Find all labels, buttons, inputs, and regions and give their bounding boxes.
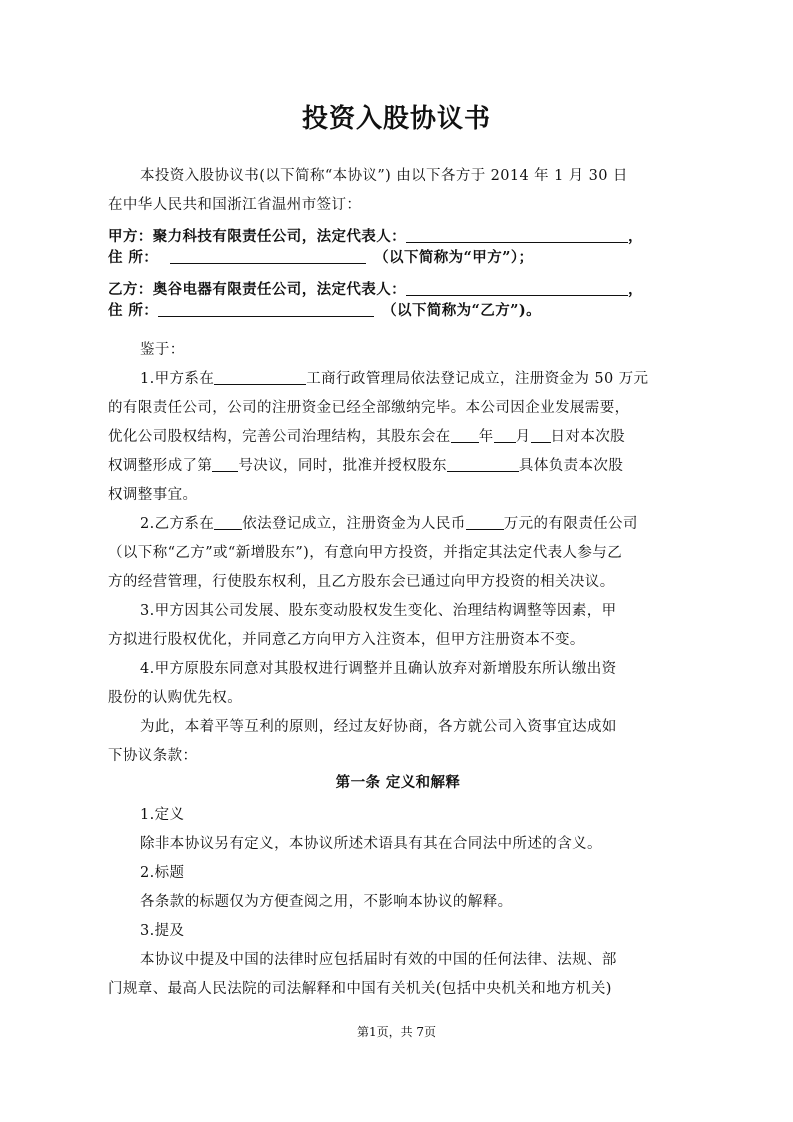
item2-text-c: 万元的有限责任公司 [503, 516, 638, 532]
article1-heading: 第一条 定义和解释 [335, 774, 461, 791]
item1-l3-month: 月 [515, 429, 531, 445]
party-a-line-2 [108, 248, 688, 268]
item1-l3-year: 年 [478, 429, 494, 445]
article1-s1-title: 1.定义 [140, 807, 185, 823]
resolution-no-blank [212, 456, 238, 472]
item1-l4-text-b: 号决议，同时，批准并授权股东 [238, 458, 447, 474]
year-blank [451, 427, 479, 443]
party-a-comma: ， [628, 228, 643, 245]
item1-l3-text-a: 优化公司股权结构，完善公司治理结构，其股东会在 [108, 429, 451, 445]
item4-line-2: 股份的认购优先权。 [108, 690, 243, 706]
item2-line-1 [140, 514, 688, 534]
item1-l3-text-d: 日对本次股 [550, 429, 626, 445]
party-b-name: 乙方：奥谷电器有限责任公司，法定代表人： [108, 281, 406, 298]
whereas-heading: 鉴于： [140, 342, 185, 358]
party-b-line-1 [108, 280, 688, 300]
party-a-name: 甲方：聚力科技有限责任公司，法定代表人： [108, 228, 406, 245]
article1-s2-title: 2.标题 [140, 865, 185, 881]
item1-line-4 [108, 456, 688, 476]
page-number-footer: 第1页，共 7页 [356, 1025, 437, 1039]
item4-line-1: 4.甲方原股东同意对其股权进行调整并且确认放弃对新增股东所认缴出资 [140, 661, 617, 677]
intro-line-2: 在中华人民共和国浙江省温州市签订： [108, 197, 362, 213]
address-a-label: 住 所： [108, 249, 159, 266]
party-a-line-1 [108, 227, 688, 247]
party-a-alias: （以下简称为“甲方”）； [374, 249, 534, 266]
item1-line-3 [108, 427, 688, 447]
capital-blank [466, 514, 504, 530]
registry-blank [214, 514, 242, 530]
party-b-comma: ， [628, 281, 643, 298]
item3-line-2: 方拟进行股权优化，并同意乙方向甲方入注资本，但甲方注册资本不变。 [108, 632, 585, 648]
intro-line-1: 本投资入股协议书(以下简称“本协议”) 由以下各方于 2014 年 1 月 30 日 [140, 168, 628, 184]
item1-line-2: 的有限责任公司，公司的注册资金已经全部缴纳完毕。本公司因企业发展需要， [108, 400, 630, 416]
address-b-label: 住 所： [108, 302, 159, 319]
bureau-blank [214, 369, 306, 385]
day-blank [531, 427, 551, 443]
party-b-alias: （以下简称为“乙方”)。 [382, 302, 541, 319]
party-b-line-2 [108, 301, 688, 321]
month-blank [494, 427, 516, 443]
item1-l4-text-a: 权调整形成了第 [108, 458, 213, 474]
item1-line-5: 权调整事宜。 [108, 487, 198, 503]
document-title: 投资入股协议书 [301, 104, 491, 134]
item2-line-3: 方的经营管理，行使股东权利，且乙方股东会已通过向甲方投资的相关决议。 [108, 574, 615, 590]
item2-line-2: （以下称“乙方”或“新增股东”)，有意向甲方投资，并指定其法定代表人参与乙 [108, 545, 623, 561]
legal-rep-b-blank [406, 280, 628, 296]
shareholder-blank [447, 456, 519, 472]
item1-line-1 [140, 369, 688, 389]
item2-text-a: 2.乙方系在 [140, 516, 215, 532]
conclusion-line-2: 下协议条款： [108, 748, 198, 764]
article1-s1-text: 除非本协议另有定义，本协议所述术语具有其在合同法中所述的含义。 [140, 836, 602, 852]
article1-s3-line-1: 本协议中提及中国的法律时应包括届时有效的中国的任何法律、法规、部 [140, 952, 617, 968]
item3-line-1: 3.甲方因其公司发展、股东变动股权发生变化、治理结构调整等因素，甲 [140, 603, 617, 619]
conclusion-line-1: 为此，本着平等互利的原则，经过友好协商，各方就公司入资事宜达成如 [140, 719, 617, 735]
item1-text-a: 1.甲方系在 [140, 371, 215, 387]
address-b-blank [158, 301, 374, 317]
article1-s2-text: 各条款的标题仅为方便查阅之用，不影响本协议的解释。 [140, 894, 513, 910]
article1-s3-line-2: 门规章、最高人民法院的司法解释和中国有关机关(包括中央机关和地方机关) [108, 981, 612, 997]
item1-text-b: 工商行政管理局依法登记成立，注册资金为 50 万元 [306, 371, 649, 387]
item2-text-b: 依法登记成立，注册资金为人民币 [242, 516, 466, 532]
address-a-blank [170, 248, 366, 264]
article1-s3-title: 3.提及 [140, 923, 185, 939]
legal-rep-a-blank [406, 227, 628, 243]
item1-l4-text-c: 具体负责本次股 [518, 458, 624, 474]
